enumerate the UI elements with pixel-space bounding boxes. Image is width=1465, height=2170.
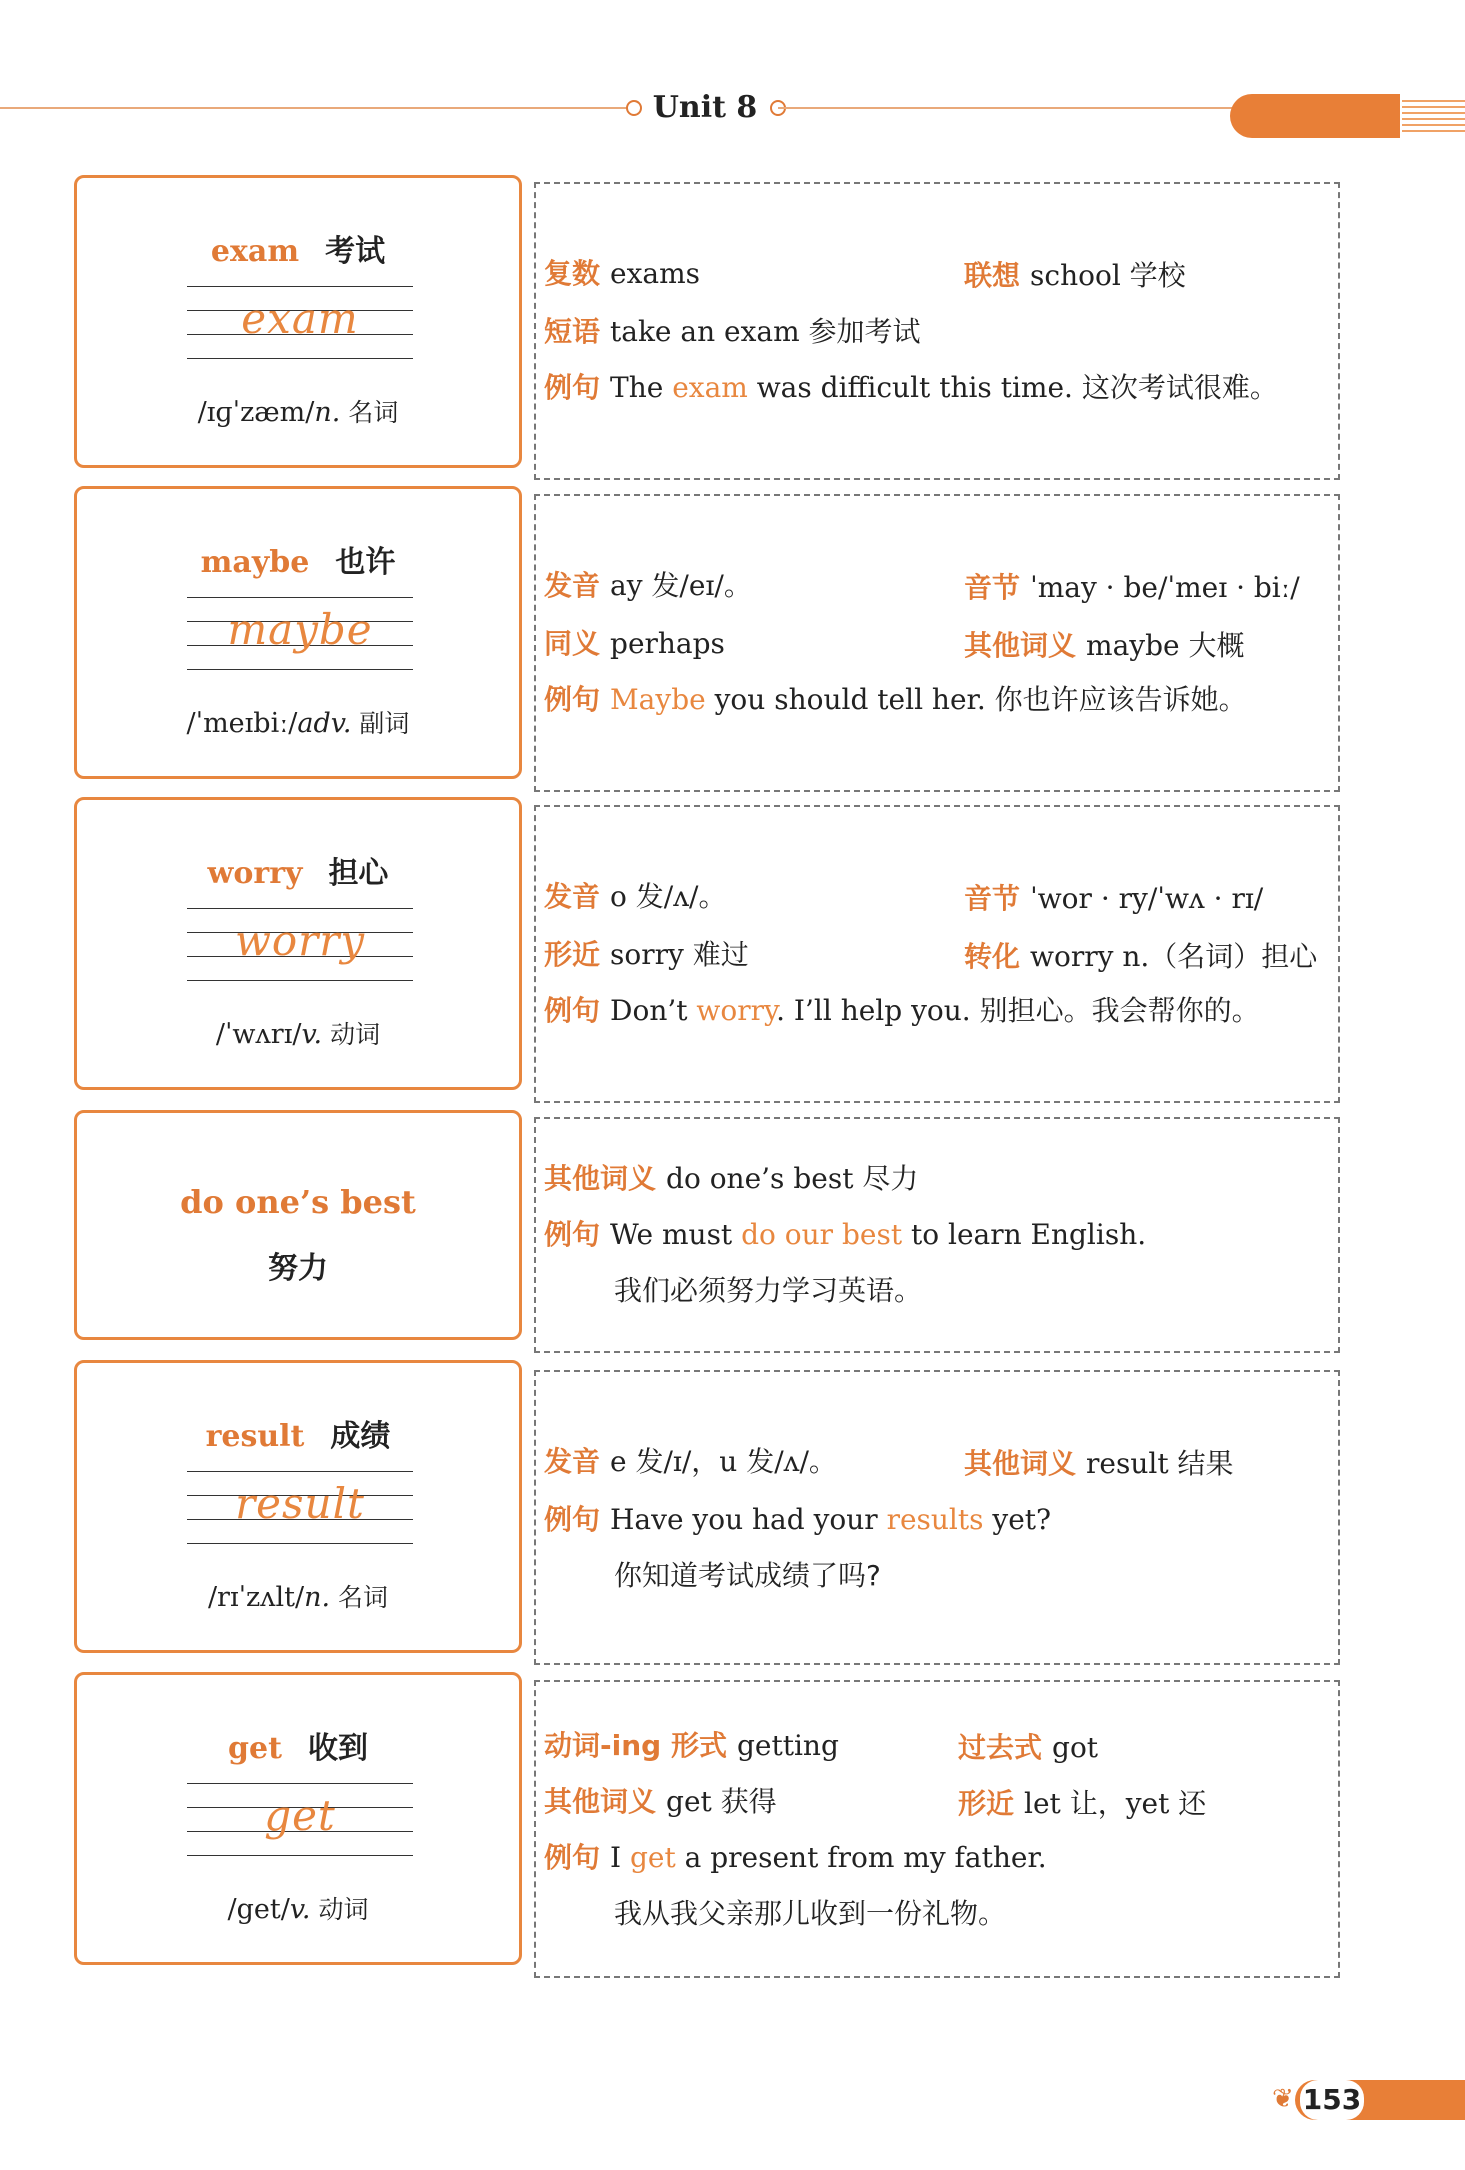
example-line: 例句 Maybe you should tell her. 你也许应该告诉她。 (544, 683, 1247, 716)
example-line: 例句 Don’t worry. I’ll help you. 别担心。我会帮你的。 (544, 994, 1260, 1027)
phonetic: /rɪˈzʌlt/n. 名词 (207, 1582, 389, 1613)
handwriting-lines (187, 1471, 413, 1543)
other-meaning-line: 其他词义 result 结果 (964, 1447, 1234, 1480)
word-heading: result 成绩 (205, 1419, 391, 1454)
phonetic: /ˈmeɪbiː/adv. 副词 (186, 708, 410, 739)
other-meaning-line: 其他词义 get 获得 (544, 1785, 777, 1818)
past-tense-line: 过去式 got (958, 1731, 1099, 1764)
synonym-line: 同义 perhaps (544, 627, 725, 660)
page-number: 153 (1300, 2080, 1364, 2120)
header-rule-right (778, 107, 1248, 109)
other-meaning-line: 其他词义 maybe 大概 (964, 629, 1245, 662)
word-card-maybe (74, 486, 522, 779)
handwritten-word: exam (241, 294, 359, 343)
similar-form-line: 形近 let 让，yet 还 (958, 1787, 1207, 1820)
conversion-line: 转化 worry n.（名词）担心 (964, 940, 1318, 973)
phonetic: /ɪɡˈzæm/n. 名词 (197, 397, 399, 428)
info-box-maybe (534, 494, 1340, 792)
header-bar (1230, 94, 1400, 138)
phrase-chinese: 努力 (268, 1251, 328, 1286)
word-heading: get 收到 (228, 1731, 368, 1766)
similar-form-line: 形近 sorry 难过 (544, 938, 749, 971)
word-chinese: 考试 (325, 234, 386, 269)
other-meaning-line: 其他词义 do one’s best 尽力 (544, 1162, 919, 1195)
info-box-worry (534, 805, 1340, 1103)
header-stripes (1402, 100, 1465, 136)
phrase-english: do one’s best (180, 1183, 416, 1221)
word-heading (77, 226, 519, 270)
word-card-exam (74, 175, 522, 468)
handwriting-lines (187, 1783, 413, 1855)
leaf-icon: ❦ (1272, 2084, 1294, 2114)
handwritten-word: maybe (227, 605, 373, 654)
info-box-get (534, 1680, 1340, 1978)
handwritten-word: get (264, 1791, 336, 1840)
example-line: 例句 Have you had your results yet? (544, 1503, 1052, 1536)
info-box-exam (534, 182, 1340, 480)
association-line: 联想 school 学校 (964, 259, 1186, 292)
word-card-worry (74, 797, 522, 1090)
example-translation: 你知道考试成绩了吗? (614, 1559, 881, 1592)
page-title: Unit 8 (652, 90, 758, 125)
info-box-result (534, 1370, 1340, 1665)
handwriting-lines (187, 597, 413, 669)
example-line: 例句 I get a present from my father. (544, 1841, 1047, 1874)
plural-line: 复数 exams (544, 257, 700, 290)
pronunciation-line: 发音 o 发/ʌ/。 (544, 880, 727, 913)
header-rule-left (0, 107, 630, 109)
handwriting-lines (187, 286, 413, 358)
word-card-get (74, 1672, 522, 1965)
word-heading: worry 担心 (207, 856, 389, 891)
word-card-result (74, 1360, 522, 1653)
example-translation: 我们必须努力学习英语。 (614, 1274, 923, 1307)
pronunciation-line: 发音 ay 发/eɪ/。 (544, 569, 752, 602)
example-line: 例句 The exam was difficult this time. 这次考试很难。 (544, 371, 1278, 404)
example-line: 例句 We must do our best to learn English. (544, 1218, 1147, 1251)
phrase-line: 短语 take an exam 参加考试 (544, 315, 921, 348)
syllable-line: 音节 ˈmay · be/ˈmeɪ · biː/ (964, 571, 1300, 604)
handwriting-lines (187, 908, 413, 980)
info-box-do-ones-best (534, 1117, 1340, 1353)
phonetic: /get/v. 动词 (227, 1894, 369, 1925)
syllable-line: 音节 ˈwor · ry/ˈwʌ · rɪ/ (964, 882, 1264, 915)
pronunciation-line: 发音 e 发/ɪ/，u 发/ʌ/。 (544, 1445, 837, 1478)
word-heading: maybe 也许 (200, 545, 396, 580)
phonetic: /ˈwʌrɪ/v. 动词 (215, 1019, 381, 1050)
example-translation: 我从我父亲那儿收到一份礼物。 (614, 1897, 1007, 1930)
ing-form-line: 动词-ing 形式 getting (544, 1729, 839, 1762)
handwritten-word: result (235, 1479, 365, 1528)
word-english: exam (210, 234, 300, 269)
handwritten-word: worry (234, 916, 366, 965)
word-card-do-ones-best (74, 1110, 522, 1340)
